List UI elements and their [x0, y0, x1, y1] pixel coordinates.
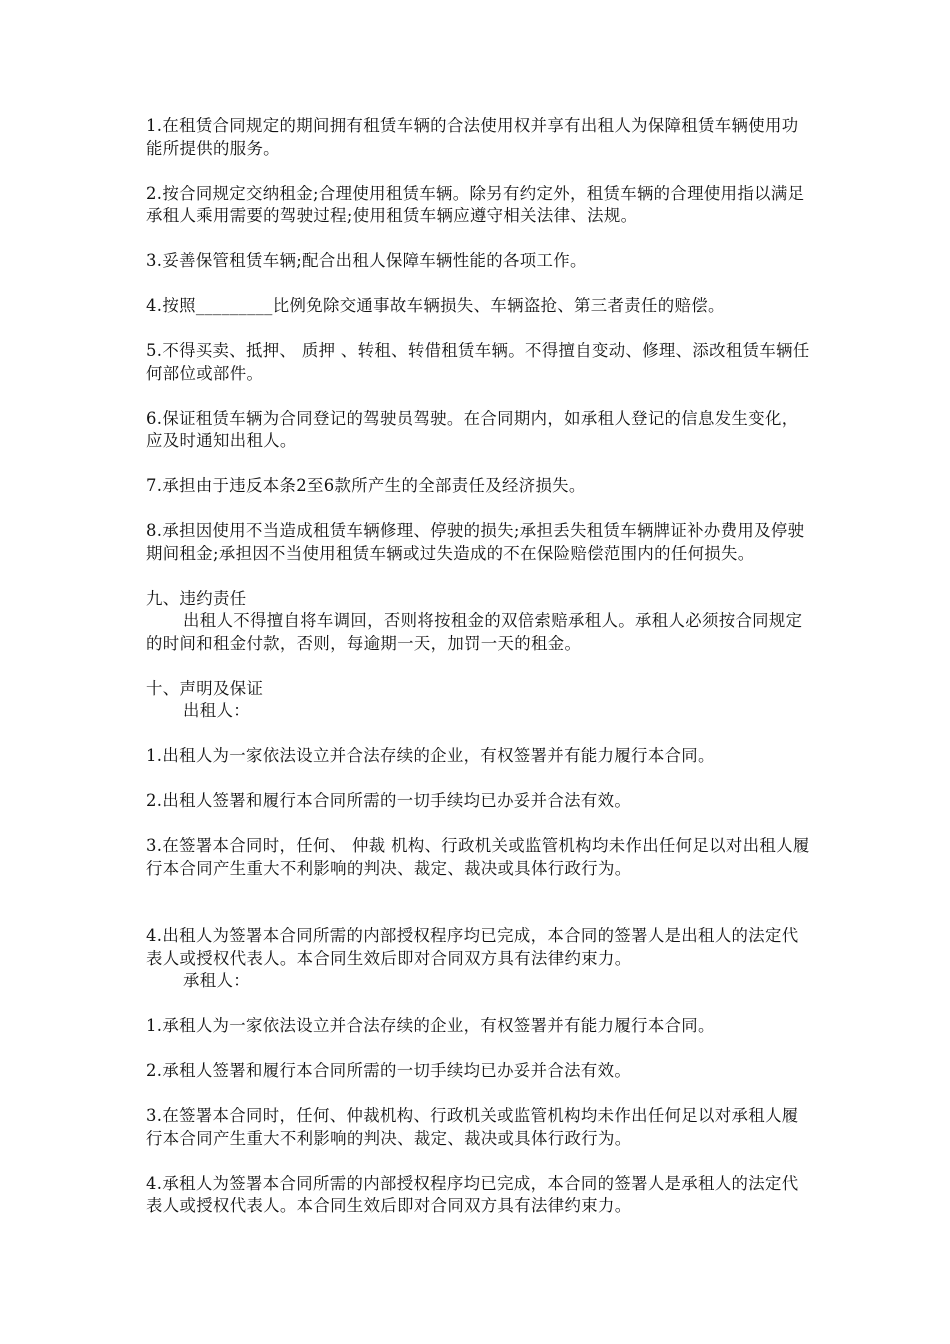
lessor-label: 出租人：: [183, 701, 250, 720]
clause-1: 1.在租赁合同规定的期间拥有租赁车辆的合法使用权并享有出租人为保障租赁车辆使用功能所提供的服务。: [146, 116, 799, 158]
lessee-item-1: 1.承租人为一家依法设立并合法存续的企业，有权签署并有能力履行本合同。: [146, 1016, 715, 1035]
clause-8: 8.承担因使用不当造成租赁车辆修理、停驶的损失;承担丢失租赁车辆牌证补办费用及停驶期间租金;承担因不当使用租赁车辆或过失造成的不在保险赔偿范围内的任何损失。: [146, 521, 805, 563]
lessor-item-1: 1.出租人为一家依法设立并合法存续的企业，有权签署并有能力履行本合同。: [146, 746, 715, 765]
clause-3: 3.妥善保管租赁车辆;配合出租人保障车辆性能的各项工作。: [146, 251, 587, 270]
clause-2: 2.按合同规定交纳租金;合理使用租赁车辆。除另有约定外，租赁车辆的合理使用指以满足承租人乘用需要的驾驶过程;使用租赁车辆应遵守相关法律、法规。: [146, 183, 805, 225]
clause-6: 6.保证租赁车辆为合同登记的驾驶员驾驶。在合同期内，如承租人登记的信息发生变化，应及时通知出租人。: [146, 408, 799, 450]
lessee-item-2: 2.承租人签署和履行本合同所需的一切手续均已办妥并合法有效。: [146, 1061, 632, 1080]
clause-4: 4.按照_________比例免除交通事故车辆损失、车辆盗抢、第三者责任的赔偿。: [146, 296, 725, 315]
lessor-item-3: 3.在签署本合同时，任何、 仲裁 机构、行政机关或监管机构均未作出任何足以对出租人履行本合同产生重大不利影响的判决、裁定、裁决或具体行政行为。: [146, 836, 810, 878]
lessee-item-3: 3.在签署本合同时，任何、仲裁机构、行政机关或监管机构均未作出任何足以对承租人履行本合同产生重大不利影响的判决、裁定、裁决或具体行政行为。: [146, 1106, 799, 1148]
section-9-heading: 九、违约责任: [146, 588, 247, 608]
document-body: [146, 115, 811, 1218]
section-10-heading: 十、声明及保证: [146, 678, 264, 698]
lessor-item-4: 4.出租人为签署本合同所需的内部授权程序均已完成，本合同的签署人是出租人的法定代表人或授权代表人。本合同生效后即对合同双方具有法律约束力。: [146, 926, 799, 968]
clause-7: 7.承担由于违反本条2至6款所产生的全部责任及经济损失。: [146, 476, 586, 495]
lessor-item-2: 2.出租人签署和履行本合同所需的一切手续均已办妥并合法有效。: [146, 791, 632, 810]
section-9-body: [146, 610, 811, 655]
clause-5: 5.不得买卖、抵押、 质押 、转租、转借租赁车辆。不得擅自变动、修理、添改租赁车辆任何部位或部件。: [146, 341, 810, 383]
section-9-body-text: 出租人不得擅自将车调回，否则将按租金的双倍索赔承租人。承租人必须按合同规定的时间和租金付款，否则，每逾期一天，加罚一天的租金。: [146, 611, 803, 653]
lessee-item-4: 4.承租人为签署本合同所需的内部授权程序均已完成，本合同的签署人是承租人的法定代表人或授权代表人。本合同生效后即对合同双方具有法律约束力。: [146, 1173, 799, 1215]
lessee-label: 承租人：: [183, 971, 250, 990]
